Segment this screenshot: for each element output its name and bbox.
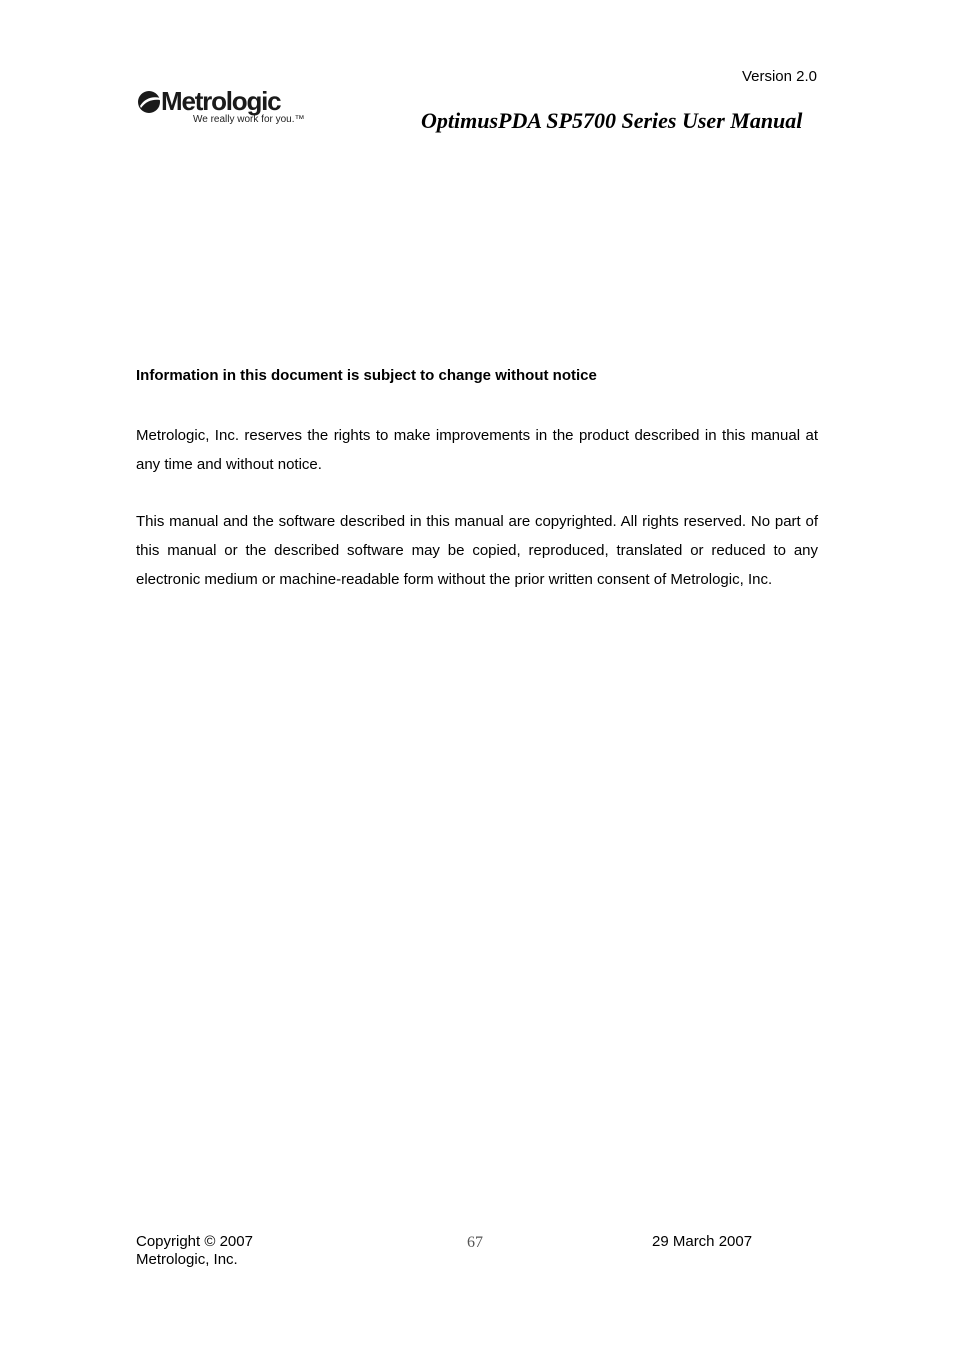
- manual-title: OptimusPDA SP5700 Series User Manual: [421, 108, 803, 133]
- footer-copyright: [136, 1233, 253, 1269]
- company-line: Metrologic, Inc.: [136, 1251, 238, 1268]
- page-number: 67: [467, 1234, 483, 1251]
- logo-tagline: We really work for you.™: [193, 114, 305, 125]
- logo-wordmark: Metrologic: [161, 86, 281, 116]
- copyright-line: Copyright © 2007: [136, 1233, 253, 1250]
- notice-heading: Information in this document is subject to change without notice: [136, 367, 597, 384]
- paragraph-improvements: Metrologic, Inc. reserves the rights to make improvements in the product described in this manual at any time and without notice.: [136, 427, 818, 473]
- logo-swoosh-icon: [137, 90, 161, 114]
- footer-date: 29 March 2007: [652, 1233, 753, 1250]
- version-label: Version 2.0: [741, 68, 817, 85]
- metrologic-logo: [137, 86, 309, 128]
- document-body: [136, 364, 818, 622]
- paragraph-copyright: This manual and the software described in this manual are copyrighted. All rights reserved. No part of this manual or the described software may be copied, reproduced, translated or reduced to any electronic medium or machine-readable form without the prior written consent of Metrologic, Inc.: [136, 513, 818, 588]
